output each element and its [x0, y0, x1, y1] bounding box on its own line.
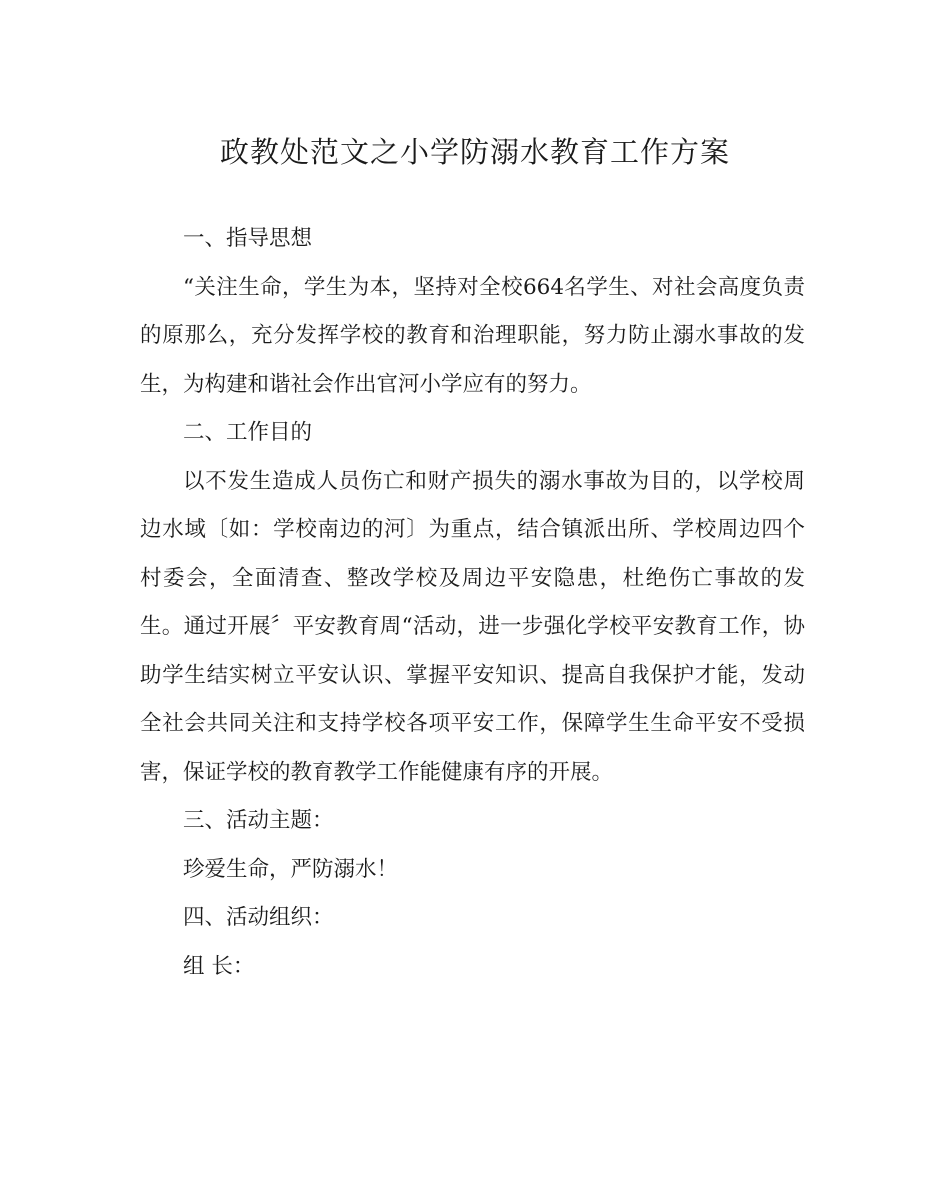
document-body	[140, 215, 805, 991]
document-title: 政教处范文之小学防溺水教育工作方案	[219, 135, 730, 169]
section-heading-activity-organization: 四、活动组织：	[183, 905, 334, 930]
section-heading-work-goal: 二、工作目的	[183, 420, 313, 445]
paragraph-group-leader: 组 长：	[183, 953, 255, 979]
paragraph-work-goal: 以不发生造成人员伤亡和财产损失的溺水事故为目的，以学校周边水域〔如：学校南边的河〕为重点，结合镇派出所、学校周边四个村委会，全面清查、整改学校及周边平安隐患，杜绝伤亡事故的发生。通过开展〞平安教育周“活动，进一步强化学校平安教育工作，协助学生结实树立平安认识、掌握平安知识、提高自我保护才能，发动全社会共同关注和支持学校各项平安工作，保障学生生命平安不受损害，保证学校的教育教学工作能健康有序的开展。	[140, 468, 805, 785]
paragraph-guiding-ideology: “关注生命，学生为本，坚持对全校664名学生、对社会高度负责的原那么，充分发挥学校的教育和治理职能，努力防止溺水事故的发生，为构建和谐社会作出官河小学应有的努力。	[140, 274, 805, 397]
paragraph-activity-theme: 珍爱生命，严防溺水！	[183, 856, 399, 882]
section-heading-activity-theme: 三、活动主题：	[183, 808, 334, 833]
section-heading-guiding-ideology: 一、指导思想	[183, 226, 313, 251]
